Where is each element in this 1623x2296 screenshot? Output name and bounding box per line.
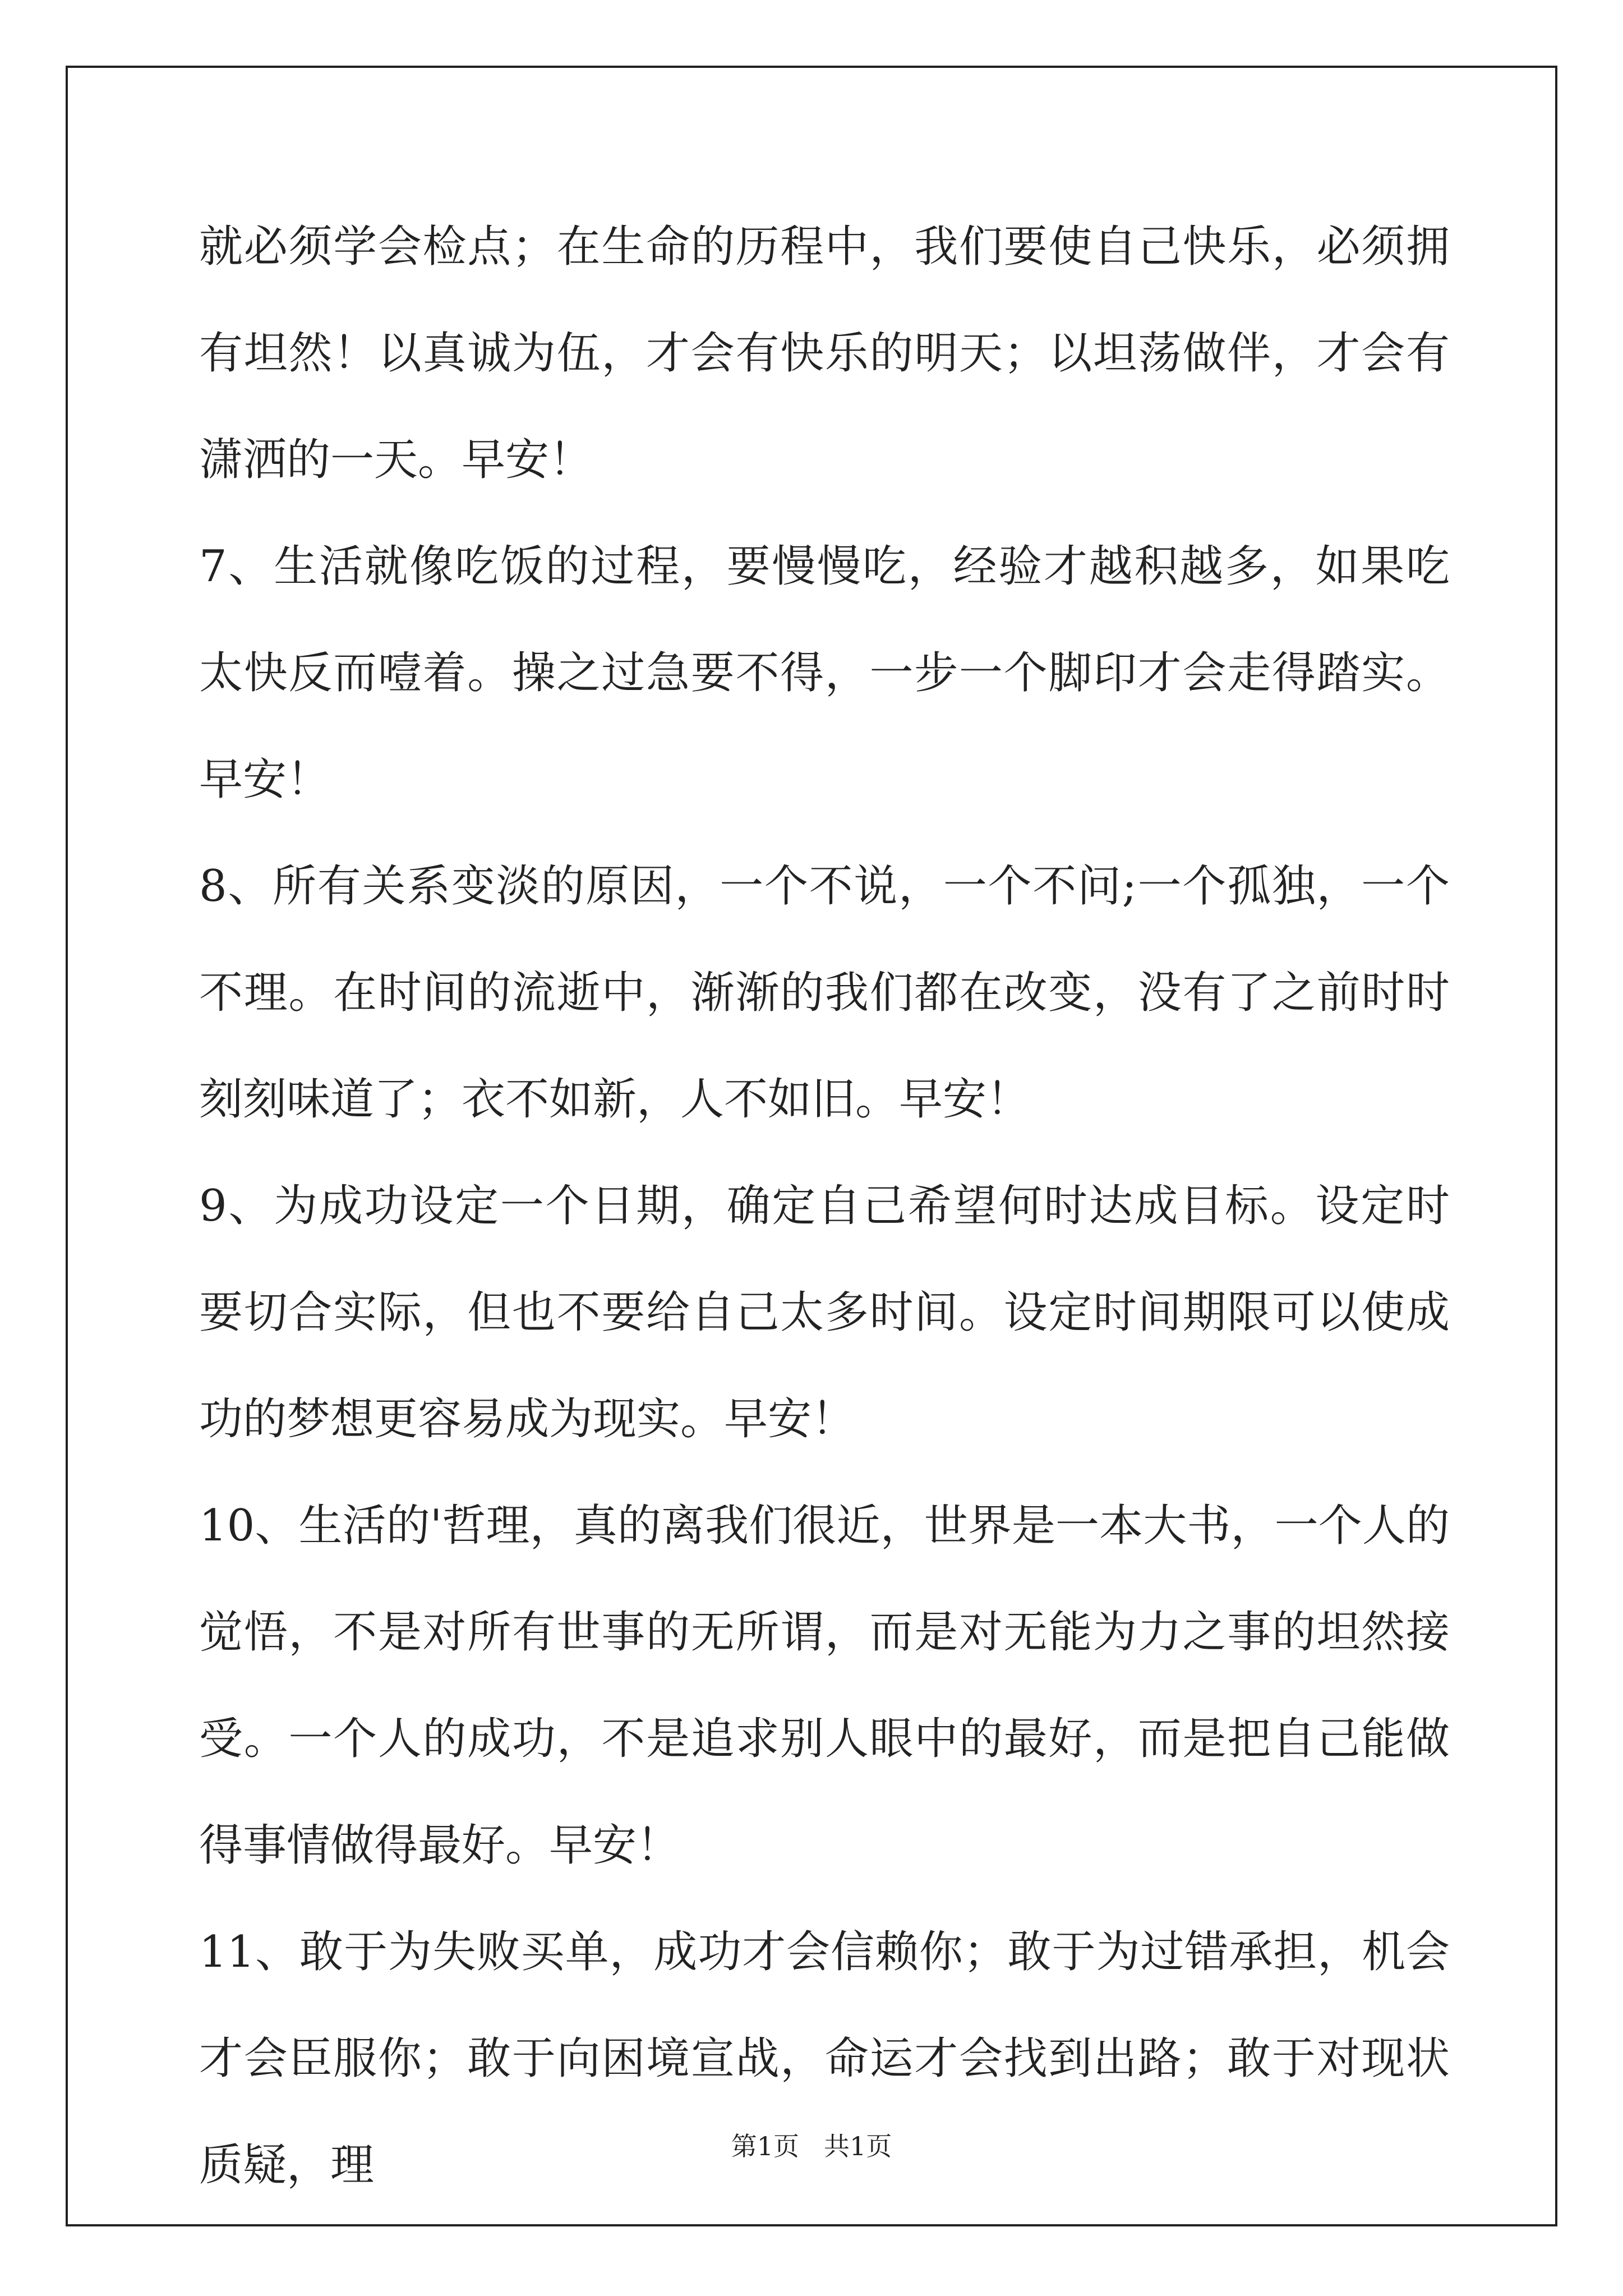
page-number-current: 第1页 xyxy=(731,2131,800,2161)
paragraph: 就必须学会检点；在生命的历程中，我们要使自己快乐，必须拥有坦然！以真诚为伍，才会有快乐的明天；以坦荡做伴，才会有潇洒的一天。早安！ xyxy=(199,222,1450,485)
page-footer xyxy=(0,2126,1623,2163)
paragraph: 7、生活就像吃饭的过程，要慢慢吃，经验才越积越多，如果吃太快反而噎着。操之过急要不得，一步一个脚印才会走得踏实。早安！ xyxy=(199,541,1450,805)
document-body xyxy=(199,194,1450,2219)
paragraph: 11、敢于为失败买单，成功才会信赖你；敢于为过错承担，机会才会臣服你；敢于向困境宣战，命运才会找到出路；敢于对现状质疑，理 xyxy=(199,1927,1450,2191)
page-number-total: 共1页 xyxy=(823,2131,892,2161)
paragraph: 8、所有关系变淡的原因，一个不说，一个不问;一个孤独，一个不理。在时间的流逝中，渐渐的我们都在改变，没有了之前时时刻刻味道了；衣不如新，人不如旧。早安！ xyxy=(199,861,1450,1125)
paragraph: 10、生活的'哲理，真的离我们很近，世界是一本大书，一个人的觉悟，不是对所有世事的无所谓，而是对无能为力之事的坦然接受。一个人的成功，不是追求别人眼中的最好，而是把自己能做得事情做得最好。早安！ xyxy=(199,1501,1450,1871)
paragraph: 9、为成功设定一个日期，确定自己希望何时达成目标。设定时要切合实际，但也不要给自己太多时间。设定时间期限可以使成功的梦想更容易成为现实。早安！ xyxy=(199,1181,1450,1444)
